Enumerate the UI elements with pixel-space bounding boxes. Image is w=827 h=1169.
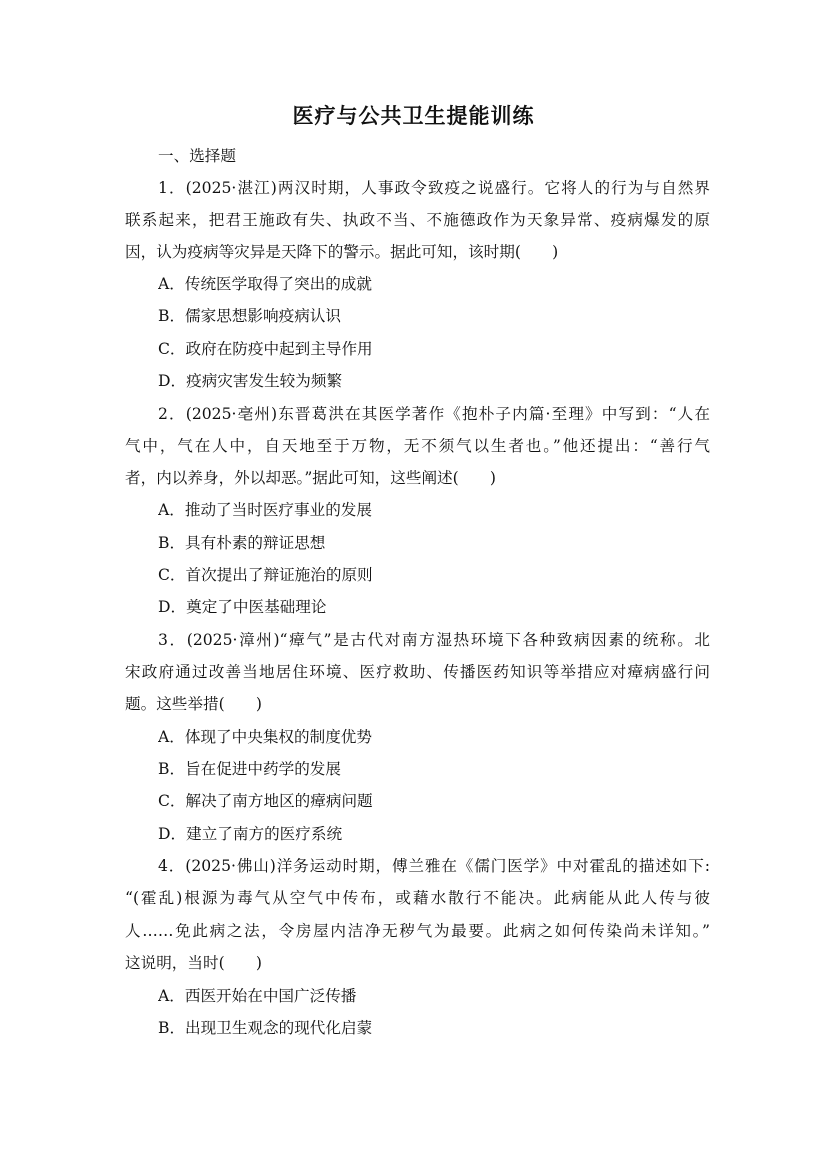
question-1-option-a: A．传统医学取得了突出的成就 <box>158 275 372 293</box>
question-1-option-d: D．疫病灾害发生较为频繁 <box>158 372 343 390</box>
question-1-option-b: B．儒家思想影响疫病认识 <box>158 307 341 325</box>
question-3-option-b: B．旨在促进中药学的发展 <box>158 760 341 778</box>
question-1-line-2: 联系起来，把君王施政有失、执政不当、不施德政作为天象异常、疫病爆发的原 <box>125 211 710 229</box>
question-2-line-1: 2．(2025·亳州)东晋葛洪在其医学著作《抱朴子内篇·至理》中写到：“人在 <box>158 405 710 423</box>
question-3-option-c: C．解决了南方地区的瘴病问题 <box>158 792 373 810</box>
question-1-option-c: C．政府在防疫中起到主导作用 <box>158 340 373 358</box>
question-2-option-c: C．首次提出了辩证施治的原则 <box>158 566 373 584</box>
question-4-line-2: “(霍乱)根源为毒气从空气中传布，或藉水散行不能决。此病能从此人传与彼 <box>125 889 710 907</box>
question-2-option-d: D．奠定了中医基础理论 <box>158 598 327 616</box>
question-4-option-b: B．出现卫生观念的现代化启蒙 <box>158 1019 373 1037</box>
question-1-line-3: 因，认为疫病等灾异是天降下的警示。据此可知，该时期( ) <box>125 243 559 261</box>
page-title: 医疗与公共卫生提能训练 <box>292 104 535 128</box>
question-4-line-1: 4．(2025·佛山)洋务运动时期，傅兰雅在《儒门医学》中对霍乱的描述如下: <box>158 857 710 875</box>
section-heading: 一、选择题 <box>158 147 236 165</box>
question-4-line-3: 人……免此病之法，令房屋内洁净无秽气为最要。此病之如何传染尚未详知。” <box>125 922 710 940</box>
question-4-option-a: A．西医开始在中国广泛传播 <box>158 987 357 1005</box>
question-1-line-1: 1．(2025·湛江)两汉时期，人事政令致疫之说盛行。它将人的行为与自然界 <box>158 179 710 197</box>
question-3-line-2: 宋政府通过改善当地居住环境、医疗救助、传播医药知识等举措应对瘴病盛行问 <box>125 663 710 681</box>
question-3-line-1: 3．(2025·漳州)“瘴气”是古代对南方湿热环境下各种致病因素的统称。北 <box>158 631 710 649</box>
question-3-option-d: D．建立了南方的医疗系统 <box>158 825 343 843</box>
question-2-option-a: A．推动了当时医疗事业的发展 <box>158 501 372 519</box>
question-3-option-a: A．体现了中央集权的制度优势 <box>158 728 372 746</box>
question-4-line-4: 这说明，当时( ) <box>125 954 262 972</box>
question-2-line-3: 者，内以养身，外以却恶。”据此可知，这些阐述( ) <box>125 469 496 487</box>
question-2-option-b: B．具有朴素的辩证思想 <box>158 534 326 552</box>
question-3-line-3: 题。这些举措( ) <box>125 695 262 713</box>
question-2-line-2: 气中，气在人中，自天地至于万物，无不须气以生者也。”他还提出：“善行气 <box>125 437 710 455</box>
